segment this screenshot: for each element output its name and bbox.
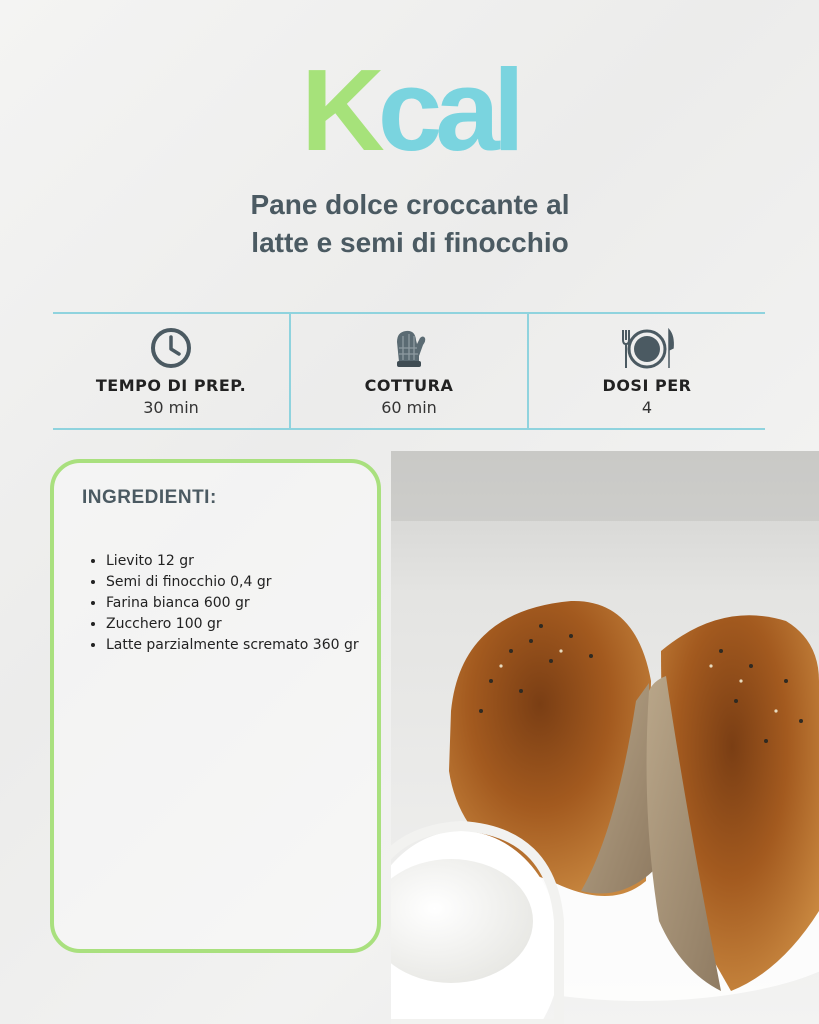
recipe-title-line2: latte e semi di finocchio: [251, 227, 569, 258]
bread-photo: [391, 451, 819, 1024]
ingredient-item: • Semi di finocchio 0,4 gr: [106, 572, 376, 593]
stat-prep-value: 30 min: [143, 398, 199, 417]
ingredients-heading: INGREDIENTI:: [82, 487, 217, 508]
stat-servings-value: 4: [641, 398, 653, 417]
ingredients-list: [86, 551, 376, 656]
stat-prep-time: [53, 314, 291, 428]
stat-cooking-value: 60 min: [381, 398, 437, 417]
kcal-logo: [0, 45, 819, 175]
stat-prep-label: TEMPO DI PREP.: [95, 376, 247, 395]
ingredient-item: • Lievito 12 gr: [106, 551, 376, 572]
stat-servings-label: DOSI PER: [602, 376, 692, 395]
ingredient-item: • Latte parzialmente scremato 360 gr: [106, 635, 376, 656]
logo-cal: cal: [377, 45, 519, 175]
ingredient-item: • Farina bianca 600 gr: [106, 593, 376, 614]
plate-cutlery-icon: [618, 326, 676, 376]
recipe-title-line1: Pane dolce croccante al: [250, 189, 570, 220]
recipe-stats: [53, 312, 765, 430]
logo-k: K: [300, 45, 378, 175]
recipe-title: [180, 186, 640, 262]
clock-icon: [149, 326, 193, 374]
stat-cooking: [291, 314, 529, 428]
stat-cooking-label: COTTURA: [364, 376, 454, 395]
ingredient-item: • Zucchero 100 gr: [106, 614, 376, 635]
oven-mitt-icon: [389, 326, 429, 374]
stat-servings: [529, 314, 765, 428]
ingredients-card: [50, 459, 381, 953]
